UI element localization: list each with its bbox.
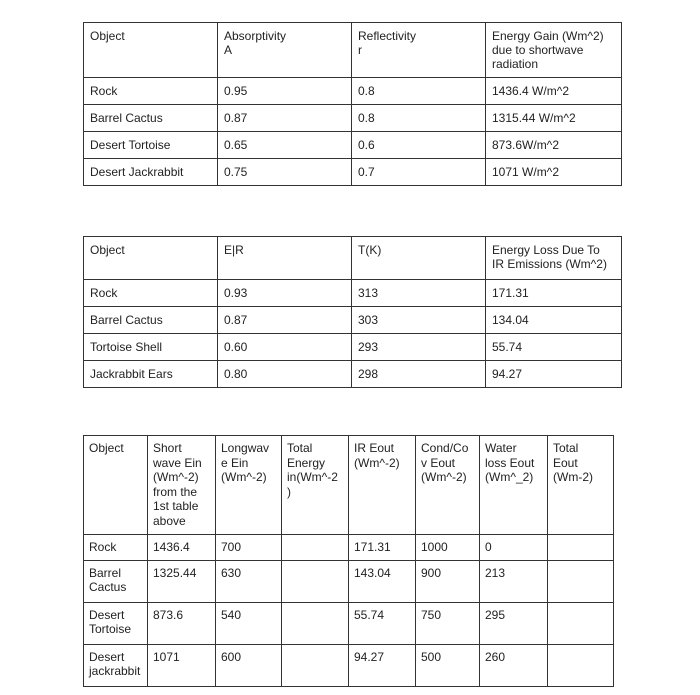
table-row xyxy=(84,280,622,307)
table-cell: 0.75 xyxy=(218,159,352,186)
table-row xyxy=(84,361,622,388)
table-cell: Desert Tortoise xyxy=(84,602,148,644)
table-cell: Barrel Cactus xyxy=(84,307,218,334)
table-cell: 0.60 xyxy=(218,334,352,361)
table-cell: 750 xyxy=(416,602,480,644)
table-header-row xyxy=(84,237,622,280)
header-cell: Short wave Ein (Wm^-2) from the 1st table above xyxy=(148,436,216,535)
table-cell: 0.8 xyxy=(352,105,486,132)
table-header-row xyxy=(84,436,614,535)
table-cell: Desert Jackrabbit xyxy=(84,159,218,186)
table-row xyxy=(84,132,622,159)
table-cell: 0.7 xyxy=(352,159,486,186)
header-cell: Absorptivity A xyxy=(218,23,352,78)
table-cell: Rock xyxy=(84,280,218,307)
header-cell: Energy Gain (Wm^2) due to shortwave radiation xyxy=(486,23,622,78)
table-cell: 313 xyxy=(352,280,486,307)
table-row xyxy=(84,535,614,561)
table-cell: 94.27 xyxy=(486,361,622,388)
table-cell xyxy=(548,644,614,686)
table-cell: Desert jackrabbit xyxy=(84,644,148,686)
table-cell: 600 xyxy=(216,644,282,686)
table-cell xyxy=(548,602,614,644)
table-cell: 303 xyxy=(352,307,486,334)
table-cell: 0 xyxy=(480,535,548,561)
table-cell: 1315.44 W/m^2 xyxy=(486,105,622,132)
table-row xyxy=(84,307,622,334)
table-cell: 94.27 xyxy=(349,644,416,686)
absorptivity-table xyxy=(83,22,622,186)
table-cell: 0.6 xyxy=(352,132,486,159)
table-cell: 0.80 xyxy=(218,361,352,388)
table-cell: 1000 xyxy=(416,535,480,561)
table-cell xyxy=(548,560,614,602)
table-row xyxy=(84,78,622,105)
header-cell: Energy Loss Due To IR Emissions (Wm^2) xyxy=(486,237,622,280)
header-cell: Total Eout (Wm-2) xyxy=(548,436,614,535)
table-cell: Barrel Cactus xyxy=(84,105,218,132)
table-cell: Rock xyxy=(84,78,218,105)
header-cell: Cond/Co v Eout (Wm^-2) xyxy=(416,436,480,535)
table-row xyxy=(84,159,622,186)
table-cell: 171.31 xyxy=(349,535,416,561)
table-cell: 630 xyxy=(216,560,282,602)
table-cell: 260 xyxy=(480,644,548,686)
header-cell: Object xyxy=(84,436,148,535)
table-cell: 873.6 xyxy=(148,602,216,644)
table-cell: 0.93 xyxy=(218,280,352,307)
table-cell: 700 xyxy=(216,535,282,561)
table-cell: 171.31 xyxy=(486,280,622,307)
table-cell xyxy=(282,602,349,644)
table-cell: 134.04 xyxy=(486,307,622,334)
header-cell: Water loss Eout (Wm^_2) xyxy=(480,436,548,535)
table-cell: 55.74 xyxy=(486,334,622,361)
table-cell: 293 xyxy=(352,334,486,361)
table-cell xyxy=(282,560,349,602)
energy-balance-table xyxy=(83,435,614,687)
table-cell: 0.95 xyxy=(218,78,352,105)
table-cell: 1071 xyxy=(148,644,216,686)
table-cell xyxy=(282,535,349,561)
table-cell: 1071 W/m^2 xyxy=(486,159,622,186)
table-header-row xyxy=(84,23,622,78)
table-cell: Desert Tortoise xyxy=(84,132,218,159)
table-row xyxy=(84,644,614,686)
table-cell: 873.6W/m^2 xyxy=(486,132,622,159)
table-row xyxy=(84,602,614,644)
table-cell: 0.8 xyxy=(352,78,486,105)
table-cell: 1436.4 W/m^2 xyxy=(486,78,622,105)
table-cell: 540 xyxy=(216,602,282,644)
table-cell: Barrel Cactus xyxy=(84,560,148,602)
header-cell: Object xyxy=(84,237,218,280)
header-cell: Longwav e Ein (Wm^-2) xyxy=(216,436,282,535)
header-cell: Total Energy in(Wm^-2 ) xyxy=(282,436,349,535)
table-cell: 500 xyxy=(416,644,480,686)
table-cell: 1436.4 xyxy=(148,535,216,561)
header-cell: Object xyxy=(84,23,218,78)
table-row xyxy=(84,334,622,361)
table-cell: 1325.44 xyxy=(148,560,216,602)
table-cell: 298 xyxy=(352,361,486,388)
table-cell: Tortoise Shell xyxy=(84,334,218,361)
table-cell: 55.74 xyxy=(349,602,416,644)
ir-emissions-table xyxy=(83,236,622,388)
table-cell: 143.04 xyxy=(349,560,416,602)
header-cell: IR Eout (Wm^-2) xyxy=(349,436,416,535)
table-cell: 0.65 xyxy=(218,132,352,159)
header-cell: Reflectivity r xyxy=(352,23,486,78)
table-cell: Jackrabbit Ears xyxy=(84,361,218,388)
table-cell: 295 xyxy=(480,602,548,644)
table-cell: Rock xyxy=(84,535,148,561)
table-row xyxy=(84,105,622,132)
table-cell: 213 xyxy=(480,560,548,602)
table-cell xyxy=(548,535,614,561)
table-row xyxy=(84,560,614,602)
table-cell: 0.87 xyxy=(218,105,352,132)
header-cell: T(K) xyxy=(352,237,486,280)
header-cell: E|R xyxy=(218,237,352,280)
table-cell xyxy=(282,644,349,686)
table-cell: 900 xyxy=(416,560,480,602)
table-cell: 0.87 xyxy=(218,307,352,334)
